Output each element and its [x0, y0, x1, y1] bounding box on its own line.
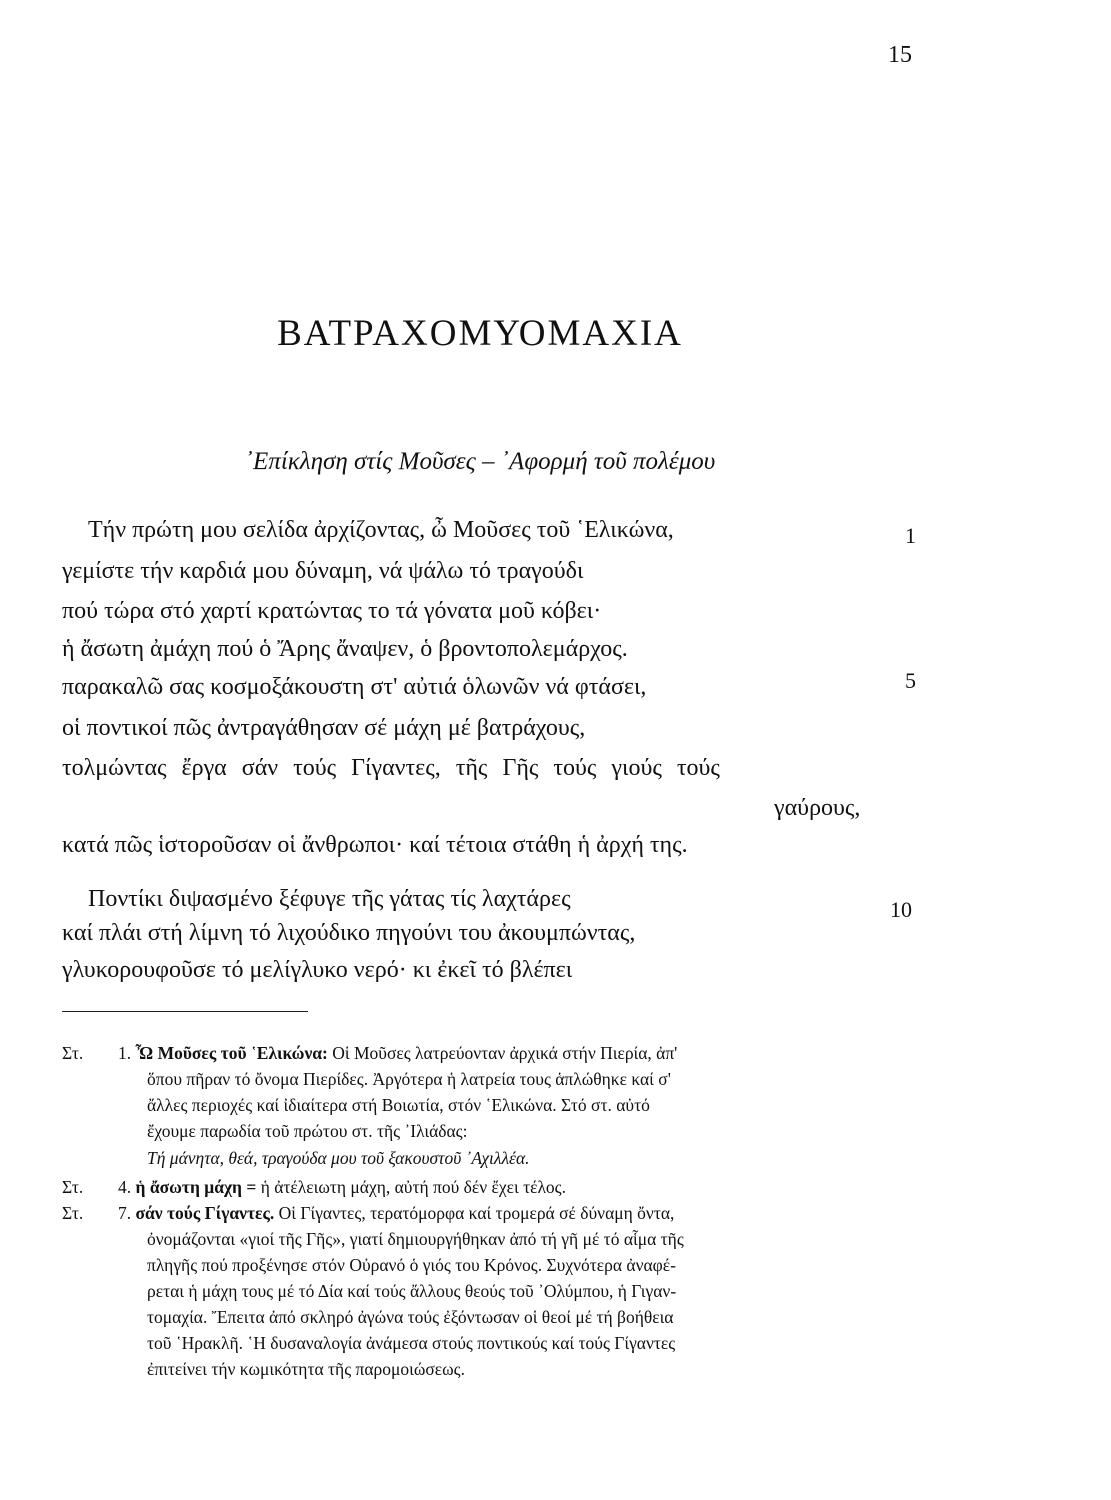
footnote-divider — [62, 1011, 308, 1012]
footnote-line: ἔχουμε παρωδία τοῦ πρώτου στ. τῆς ᾿Ιλιάδας: — [147, 1121, 468, 1141]
page-number: 15 — [888, 42, 912, 68]
page-title: ΒΑΤΡΑΧΟΜΥΟΜΑΧΙΑ — [277, 313, 683, 354]
footnote-abbr: Στ. — [62, 1177, 84, 1197]
footnote-abbr: Στ. — [62, 1043, 84, 1063]
footnote-term: σάν τούς Γίγαντες. — [135, 1203, 275, 1223]
verse-line: κατά πῶς ἱστοροῦσαν οἱ ἄνθρωποι· καί τέτοια στάθη ἡ ἀρχή της. — [62, 832, 688, 858]
footnote-line: ἐπιτείνει τήν κωμικότητα τῆς παρομοιώσεως. — [147, 1359, 465, 1379]
footnote-line: ὀνομάζονται «γιοί τῆς Γῆς», γιατί δημιουργήθηκαν ἀπό τή γῆ μέ τό αἷμα τῆς — [147, 1229, 684, 1249]
verse-line-continuation: γαύρους, — [774, 795, 861, 821]
verse-line: πού τώρα στό χαρτί κρατώντας το τά γόνατα μοῦ κόβει· — [62, 598, 602, 624]
verse-line: ἡ ἄσωτη ἀμάχη πού ὁ Ἄρης ἄναψεν, ὁ βροντοπολεμάρχος. — [62, 636, 628, 662]
footnote-1 — [118, 1043, 677, 1064]
footnote-term: ἡ ἄσωτη μάχη = — [135, 1177, 257, 1197]
verse-line: γεμίστε τήν καρδιά μου δύναμη, νά ψάλω τό τραγούδι — [62, 558, 584, 584]
footnote-line: τοῦ ῾Ηρακλῆ. ῾Η δυσαναλογία ἀνάμεσα στούς ποντικούς καί τούς Γίγαντες — [147, 1333, 676, 1353]
verse-line: παρακαλῶ σας κοσμοξάκουστη στ' αὐτιά ὁλωνῶν νά φτάσει, — [62, 674, 647, 700]
footnote-2 — [118, 1177, 566, 1198]
verse-line: γλυκορουφοῦσε τό μελίγλυκο νερό· κι ἐκεῖ τό βλέπει — [62, 957, 573, 983]
quote-text: Τή μάνητα, θεά, τραγούδα μου τοῦ ξακουστοῦ ᾿Αχιλλέα. — [147, 1148, 530, 1168]
verse-line: καί πλάι στή λίμνη τό λιχούδικο πηγούνι του ἀκουμπώντας, — [62, 920, 636, 946]
footnote-quote — [147, 1148, 530, 1169]
footnote-term: Ὦ Μοῦσες τοῦ ῾Ελικώνα: — [135, 1043, 328, 1063]
section-subtitle: ᾿Επίκληση στίς Μοῦσες – ᾿Αφορμή τοῦ πολέμου — [244, 448, 716, 475]
footnote-number: 1. — [118, 1043, 132, 1063]
line-number: 10 — [890, 897, 912, 922]
footnote-number: 4. — [118, 1177, 132, 1197]
footnote-line: τομαχία. Ἔπειτα ἀπό σκληρό ἀγώνα τούς ἐξόντωσαν οἱ θεοί μέ τή βοήθεια — [147, 1307, 674, 1327]
verse-line: Τήν πρώτη μου σελίδα ἀρχίζοντας, ὦ Μοῦσες τοῦ ῾Ελικώνα, — [88, 517, 674, 543]
verse-line: οἱ ποντικοί πῶς ἀντραγάθησαν σέ μάχη μέ βατράχους, — [62, 715, 586, 741]
footnote-line: πληγῆς πού προξένησε στόν Οὐρανό ὁ γιός του Κρόνος. Συχνότερα ἀναφέ- — [147, 1255, 676, 1275]
footnote-text: ἡ ἀτέλειωτη μάχη, αὐτή πού δέν ἔχει τέλος. — [260, 1177, 566, 1197]
footnote-line: ρεται ἡ μάχη τους μέ τό Δία καί τούς ἄλλους θεούς τοῦ ᾿Ολύμπου, ἡ Γιγαν- — [147, 1281, 677, 1301]
footnote-text: Οἱ Μοῦσες λατρεύονταν ἀρχικά στήν Πιερία, ἀπ' — [332, 1043, 678, 1063]
verse-line: Ποντίκι διψασμένο ξέφυγε τῆς γάτας τίς λαχτάρες — [88, 886, 571, 912]
footnote-text: Οἱ Γίγαντες, τερατόμορφα καί τρομερά σέ δύναμη ὄντα, — [278, 1203, 675, 1223]
footnote-3 — [118, 1203, 674, 1224]
line-number: 5 — [905, 668, 916, 693]
footnote-number: 7. — [118, 1203, 132, 1223]
footnote-line: ὅπου πῆραν τό ὄνομα Πιερίδες. Ἀργότερα ἡ λατρεία τους ἁπλώθηκε καί σ' — [147, 1069, 671, 1089]
footnote-line: ἄλλες περιοχές καί ἰδιαίτερα στή Βοιωτία, στόν ῾Ελικώνα. Στό στ. αὐτό — [147, 1095, 650, 1115]
line-number: 1 — [905, 523, 916, 548]
footnote-abbr: Στ. — [62, 1203, 84, 1223]
verse-line: τολμώντας ἔργα σάν τούς Γίγαντες, τῆς Γῆς τούς γιούς τούς — [62, 755, 720, 781]
